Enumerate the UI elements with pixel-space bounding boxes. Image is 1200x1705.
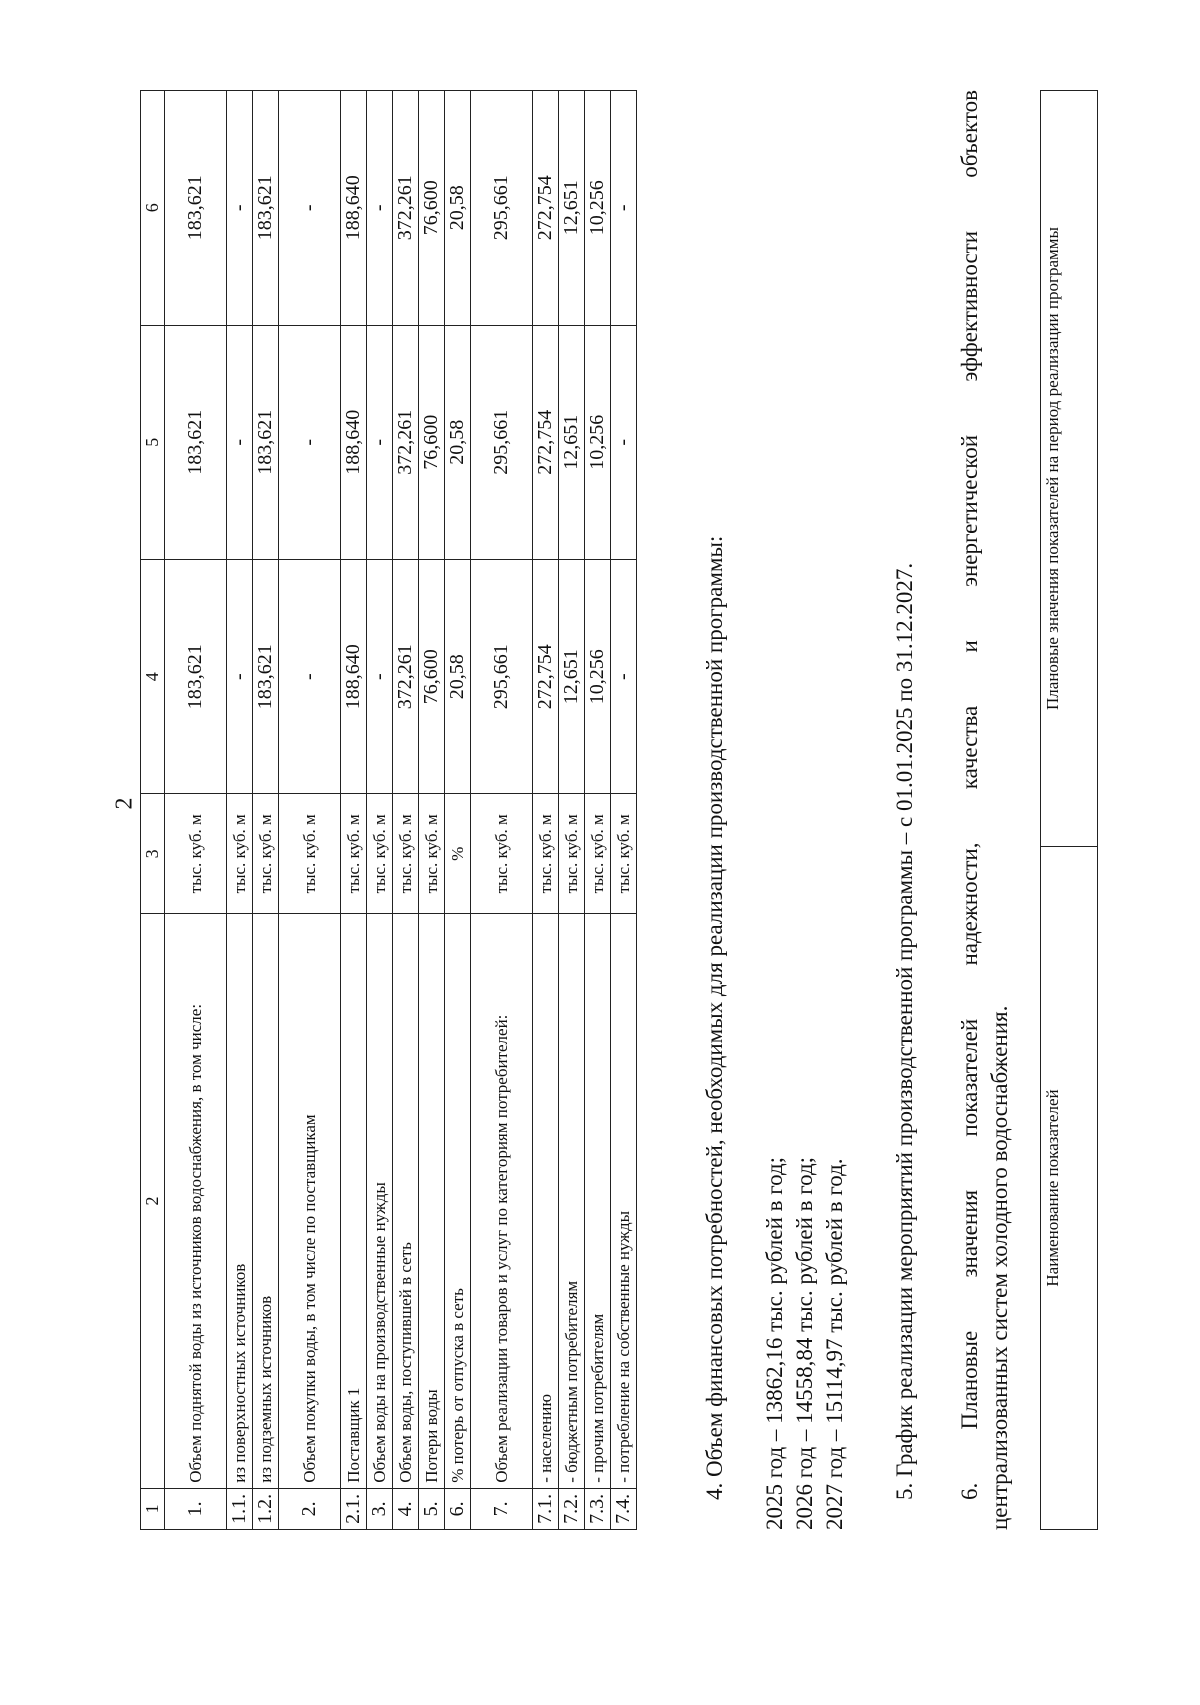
row-unit: % — [445, 794, 471, 914]
row-unit: тыс. куб. м — [471, 794, 533, 914]
row-value-col4: - — [227, 559, 253, 793]
row-value-col4: 183,621 — [165, 559, 227, 793]
row-value-col4: - — [279, 559, 341, 793]
row-indicator-name: Объем воды, поступившей в сеть — [393, 914, 419, 1489]
row-value-col4: 76,600 — [419, 559, 445, 793]
row-number: 7.1. — [533, 1488, 559, 1529]
row-value-col4: 272,754 — [533, 559, 559, 793]
row-value-col4: - — [611, 559, 637, 793]
table-header-row — [141, 91, 165, 1530]
row-value-col4: 372,261 — [393, 559, 419, 793]
table-row — [393, 91, 419, 1530]
row-number: 2.1. — [341, 1488, 367, 1529]
row-number: 3. — [367, 1488, 393, 1529]
row-value-col6: 188,640 — [341, 91, 367, 326]
table-row — [585, 91, 611, 1530]
section-5-text: 5. График реализации мероприятий производственной программы – с 01.01.2025 по 31.12.2027. — [892, 562, 917, 1500]
table-row — [533, 91, 559, 1530]
row-value-col6: 295,661 — [471, 91, 533, 326]
row-value-col6: - — [367, 91, 393, 326]
table-row — [341, 91, 367, 1530]
row-value-col5: 20,58 — [445, 325, 471, 559]
row-value-col6: 372,261 — [393, 91, 419, 326]
row-value-col4: - — [367, 559, 393, 793]
row-value-col6: 20,58 — [445, 91, 471, 326]
row-number: 2. — [279, 1488, 341, 1529]
row-value-col6: 12,651 — [559, 91, 585, 326]
row-unit: тыс. куб. м — [227, 794, 253, 914]
row-indicator-name: - населению — [533, 914, 559, 1489]
row-value-col4: 183,621 — [253, 559, 279, 793]
row-indicator-name: Потери воды — [419, 914, 445, 1489]
row-indicator-name: из поверхностных источников — [227, 914, 253, 1489]
row-value-col5: - — [279, 325, 341, 559]
row-number: 1.1. — [227, 1488, 253, 1529]
rotated-page-content — [140, 90, 1100, 1530]
row-value-col5: 372,261 — [393, 325, 419, 559]
water-indicators-table — [140, 90, 637, 1530]
row-number: 1. — [165, 1488, 227, 1529]
header-col-1: 1 — [141, 1488, 165, 1529]
finance-line-2025: 2025 год – 13862,16 тыс. рублей в год; — [762, 1156, 787, 1530]
row-value-col5: 10,256 — [585, 325, 611, 559]
header-col-5: 5 — [141, 325, 165, 559]
row-number: 7.4. — [611, 1488, 637, 1529]
row-indicator-name: Поставщик 1 — [341, 914, 367, 1489]
table-row — [165, 91, 227, 1530]
table-row — [279, 91, 341, 1530]
row-value-col5: 76,600 — [419, 325, 445, 559]
planned-indicators-table — [1040, 90, 1098, 1530]
row-value-col5: - — [227, 325, 253, 559]
row-unit: тыс. куб. м — [585, 794, 611, 914]
row-value-col4: 295,661 — [471, 559, 533, 793]
row-indicator-name: - потребление на собственные нужды — [611, 914, 637, 1489]
section-6-line-2: централизованных систем холодного водоснабжения. — [987, 1005, 1012, 1530]
row-value-col4: 12,651 — [559, 559, 585, 793]
row-value-col5: 295,661 — [471, 325, 533, 559]
row-indicator-name: Объем поднятой воды из источников водоснабжения, в том числе: — [165, 914, 227, 1489]
section-4-heading: 4. Объем финансовых потребностей, необходимых для реализации производственной программы: — [702, 535, 727, 1500]
row-unit: тыс. куб. м — [279, 794, 341, 914]
row-value-col6: 183,621 — [253, 91, 279, 326]
row-value-col5: 12,651 — [559, 325, 585, 559]
bottom-table-header-row — [1041, 91, 1098, 1530]
row-value-col6: 183,621 — [165, 91, 227, 326]
row-number: 7.2. — [559, 1488, 585, 1529]
row-indicator-name: из подземных источников — [253, 914, 279, 1489]
row-value-col5: 188,640 — [341, 325, 367, 559]
row-value-col5: 183,621 — [253, 325, 279, 559]
finance-line-2026: 2026 год – 14558,84 тыс. рублей в год; — [792, 1156, 817, 1530]
finance-line-2027: 2027 год – 15114,97 тыс. рублей в год. — [822, 1158, 847, 1530]
header-col-6: 6 — [141, 91, 165, 326]
table-row — [419, 91, 445, 1530]
row-value-col4: 10,256 — [585, 559, 611, 793]
row-number: 4. — [393, 1488, 419, 1529]
indicator-name-header: Наименование показателей — [1041, 847, 1098, 1530]
row-indicator-name: Объем реализации товаров и услуг по категориям потребителей: — [471, 914, 533, 1489]
row-indicator-name: % потерь от отпуска в сеть — [445, 914, 471, 1489]
row-indicator-name: - прочим потребителям — [585, 914, 611, 1489]
section-6-line-1: 6. Плановые значения показателей надежности, качества и энергетической эффективности объектов — [957, 90, 982, 1500]
row-unit: тыс. куб. м — [367, 794, 393, 914]
row-number: 1.2. — [253, 1488, 279, 1529]
row-value-col5: - — [367, 325, 393, 559]
table-row — [367, 91, 393, 1530]
row-value-col6: - — [227, 91, 253, 326]
page-number: 2 — [111, 797, 138, 810]
table-row — [227, 91, 253, 1530]
row-number: 7.3. — [585, 1488, 611, 1529]
table-row — [471, 91, 533, 1530]
row-value-col6: 76,600 — [419, 91, 445, 326]
row-value-col6: - — [279, 91, 341, 326]
row-indicator-name: Объем воды на производственные нужды — [367, 914, 393, 1489]
row-unit: тыс. куб. м — [611, 794, 637, 914]
row-value-col4: 188,640 — [341, 559, 367, 793]
table-row — [611, 91, 637, 1530]
table-row — [253, 91, 279, 1530]
row-number: 7. — [471, 1488, 533, 1529]
table-row — [559, 91, 585, 1530]
row-unit: тыс. куб. м — [533, 794, 559, 914]
row-unit: тыс. куб. м — [559, 794, 585, 914]
row-value-col5: 183,621 — [165, 325, 227, 559]
header-col-2: 2 — [141, 914, 165, 1489]
row-unit: тыс. куб. м — [253, 794, 279, 914]
header-col-4: 4 — [141, 559, 165, 793]
row-unit: тыс. куб. м — [419, 794, 445, 914]
row-unit: тыс. куб. м — [165, 794, 227, 914]
row-indicator-name: - бюджетным потребителям — [559, 914, 585, 1489]
row-unit: тыс. куб. м — [393, 794, 419, 914]
row-value-col5: - — [611, 325, 637, 559]
row-indicator-name: Объем покупки воды, в том числе по поставщикам — [279, 914, 341, 1489]
row-value-col6: 10,256 — [585, 91, 611, 326]
table-row — [445, 91, 471, 1530]
row-number: 6. — [445, 1488, 471, 1529]
row-number: 5. — [419, 1488, 445, 1529]
planned-values-header: Плановые значения показателей на период реализации программы — [1041, 91, 1098, 847]
row-value-col4: 20,58 — [445, 559, 471, 793]
header-col-3: 3 — [141, 794, 165, 914]
row-unit: тыс. куб. м — [341, 794, 367, 914]
row-value-col6: 272,754 — [533, 91, 559, 326]
row-value-col5: 272,754 — [533, 325, 559, 559]
row-value-col6: - — [611, 91, 637, 326]
